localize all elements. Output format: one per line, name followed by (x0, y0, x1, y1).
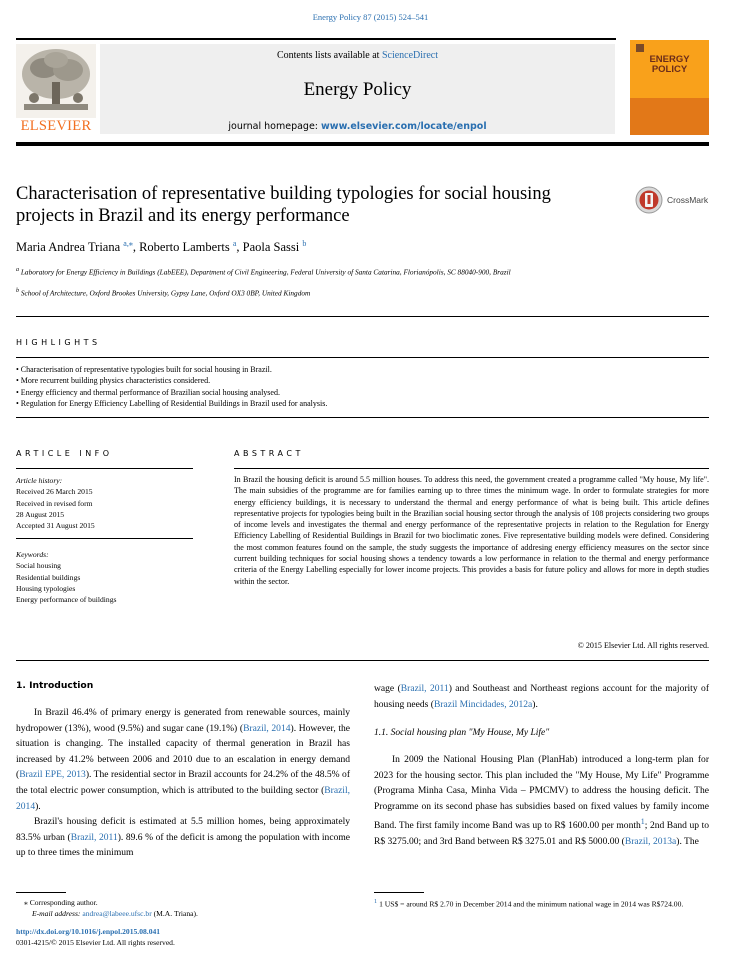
contents-prefix: Contents lists available at (276, 50, 382, 61)
citation-link[interactable]: Brazil EPE, 2013 (19, 769, 86, 781)
citation-link[interactable]: Brazil, 2011 (70, 831, 118, 843)
section-heading-introduction: 1. Introduction (16, 680, 94, 691)
abstract-text: In Brazil the housing deficit is around 5.5 million houses. To address this need, the government created a programme called "My house, My life". The main subsidies of the programme are for families earning up to three times the minimum wage. In order to formulate strategies for more energy efficiency buildings, it is necessary to understand the thermal and energy performance of what is being built. This article defines representative projects for typologies being built in the Brazilian social housing sector through the analysis of 108 projects considering two groups of income levels and investigates the thermal and energy performance of the representative projects in relation to the Regulation for Energy Efficiency Labelling of Residential Buildings in Brazil for two bioclimatic zones. Five representative building models were defined. Considering the most common features found on the sample, the study suggests the importance of addresing energy efficiency measures on the sector since current building techniques for social housing shows a tendency towards a low performance in relation to the thermal and energy performance criteria of the Energy Labelling especially for lower income projects. This provides a basis for future policy and allows for more in depth studies within the sector. (234, 475, 709, 586)
author-name: Paola Sassi (242, 240, 303, 255)
affiliation-a-text: Laboratory for Energy Efficiency in Buildings (LabEEE), Department of Civil Engineering, Federal University of Santa Catarina, Florianópolis, SC 88040-900, Brazil (20, 267, 511, 277)
author-affiliation-sup[interactable]: a,⁎ (123, 239, 133, 248)
doi-block (16, 926, 175, 948)
elsevier-wordmark: ELSEVIER (20, 118, 92, 134)
affiliation-b-text: School of Architecture, Oxford Brookes University, Gypsy Lane, Oxford OX3 0BP, United Kingdom (20, 288, 311, 298)
homepage-prefix: journal homepage: (228, 121, 322, 132)
history-item: Received 26 March 2015 (16, 487, 93, 497)
highlight-item: • Characterisation of representative typologies built for social housing in Brazil. (16, 365, 272, 374)
journal-title: Energy Policy (303, 79, 412, 100)
left-column (16, 705, 350, 861)
footnote-number: 1 (374, 898, 378, 905)
highlights-list (16, 364, 706, 409)
history-item: Accepted 31 August 2015 (16, 521, 95, 531)
corresponding-author (24, 897, 354, 919)
highlight-item: • Regulation for Energy Efficiency Labelling of Residential Buildings in Brazil used for analysis. (16, 398, 328, 408)
journal-cover[interactable] (630, 40, 709, 135)
crossmark-icon (635, 186, 663, 214)
email-suffix: (M.A. Triana). (151, 909, 198, 918)
highlights-heading: HIGHLIGHTS (16, 338, 101, 347)
subsection-heading: 1.1. Social housing plan "My House, My Life" (374, 728, 550, 738)
footnote-rule-right (374, 892, 424, 893)
affiliation-b-sup: b (16, 288, 20, 294)
sciencedirect-link[interactable]: ScienceDirect (381, 50, 439, 61)
paragraph-continuation: wage (Brazil, 2011) and Southeast and Northeast regions account for the majority of housing needs (Brazil Mincidades, 2012a). (374, 683, 709, 710)
homepage-link[interactable]: www.elsevier.com/locate/enpol (321, 121, 487, 132)
author-affiliation-sup[interactable]: b (302, 239, 307, 248)
abstract-rule (234, 468, 709, 469)
keyword-item: Housing typologies (16, 583, 76, 593)
email-label: E-mail address: (32, 909, 83, 918)
history-item: Received in revised form (16, 498, 93, 508)
citation-link[interactable]: Brazil Mincidades, 2012a (433, 698, 533, 710)
contents-line (100, 50, 615, 61)
citation-link[interactable]: Brazil, 2011 (400, 683, 449, 694)
header-rule (16, 142, 709, 146)
journal-reference[interactable]: Energy Policy 87 (2015) 524–541 (312, 12, 429, 22)
cover-band (630, 98, 709, 135)
right-column-continuation (374, 681, 709, 712)
footnote-rule-left (16, 892, 66, 893)
author-affiliation-sup[interactable]: a (232, 239, 237, 248)
author-name: Roberto Lamberts (139, 240, 233, 255)
cover-emblem-icon (636, 44, 644, 52)
abstract-copyright: © 2015 Elsevier Ltd. All rights reserved. (577, 641, 709, 650)
paragraph-2: Brazil's housing deficit is estimated at 5.5 million homes, being approximately 83.5% urban (Brazil, 2011). 89.6 % of the deficit is among the population with income up to three times the minimum (16, 816, 350, 859)
keywords (16, 549, 206, 605)
top-rule (16, 38, 616, 40)
affiliation-a (16, 265, 706, 277)
article-title: Characterisation of representative building typologies for social housing projects in Brazil and its energy performance (16, 184, 551, 226)
paragraph-3: In 2009 the National Housing Plan (PlanHab) introduced a long-term plan for 2023 for the housing sector. This plan included the "My House, My Life" Programme (Programa Minha Casa, Minha Vida – PMCMV) to address the housing deficit. The Programme on its second phase has subsidies based on fixed values by family income Band. The first family income Band was up to R$ 1600.00 per month$^1$; 2nd Band up to R$ 3275.00; and 3rd Band between R$ 3275.01 and R$ 5000.00 (Brazil, 2013a). The (374, 754, 709, 848)
journal-header (100, 44, 615, 134)
affiliation-a-sup: a (16, 267, 20, 273)
issn-line: 0301-4215/© 2015 Elsevier Ltd. All rights reserved. (16, 938, 175, 947)
affiliation-b (16, 288, 706, 297)
right-column (374, 752, 709, 850)
homepage-line (100, 121, 615, 132)
elsevier-tree-icon (16, 44, 96, 118)
article-info-heading: ARTICLE INFO (16, 449, 113, 458)
highlights-end-rule (16, 417, 709, 418)
highlight-item: • Energy efficiency and thermal performance of Brazilian social housing analysed. (16, 387, 280, 397)
elsevier-logo[interactable] (16, 44, 96, 132)
keyword-item: Energy performance of buildings (16, 595, 117, 605)
affiliation-rule (16, 316, 709, 317)
keyword-item: Social housing (16, 561, 61, 571)
cover-title-line2: POLICY (651, 64, 688, 75)
author-list: Maria Andrea Triana $^{a,⁎}$, Roberto Lamberts $^a$, Paola Sassi $^b$ (16, 239, 307, 255)
abstract-end-rule (16, 660, 709, 661)
citation-link[interactable]: Brazil, 2014 (16, 784, 350, 812)
article-info-rule (16, 468, 193, 469)
footnote-1 (374, 896, 709, 910)
citation-link[interactable]: Brazil, 2014 (243, 722, 291, 734)
citation-link[interactable]: Brazil, 2013a (624, 836, 677, 848)
email-link[interactable]: andrea@labeee.ufsc.br (82, 909, 152, 918)
corresponding-label: ⁎ Corresponding author. (24, 898, 98, 907)
crossmark-badge[interactable] (635, 186, 715, 216)
cover-title (630, 55, 709, 75)
crossmark-label: CrossMark (667, 195, 709, 205)
keywords-label: Keywords: (16, 550, 49, 559)
author-name: Maria Andrea Triana (16, 240, 124, 255)
abstract-heading: ABSTRACT (234, 449, 304, 458)
footnote-ref[interactable]: 1 (640, 817, 645, 827)
history-label: Article history: (16, 476, 63, 485)
footnote-text: 1 US$ = around R$ 2.70 in December 2014 and the minimum national wage in 2014 was R$724.00. (377, 899, 684, 909)
paragraph-1: In Brazil 46.4% of primary energy is generated from renewable sources, mainly hydropower (13%), wood (9.5%) and sugar cane (19.1%) (Brazil, 2014). However, the situation is changing. The installed capacity of thermal generation in Brazil has increased by 41.2% between 2006 and 2010 due to an escalation in energy demand (Brazil EPE, 2013). The residential sector in Brazil accounts for 24.2% of the 48.5% of the total electric power consumption, which is attributed to the building sector (Brazil, 2014). (16, 707, 351, 812)
keyword-item: Residential buildings (16, 572, 81, 582)
highlight-item: • More recurrent building physics characteristics considered. (16, 376, 211, 386)
cover-title-line1: ENERGY (649, 54, 690, 65)
article-history (16, 475, 206, 531)
doi-link[interactable]: http://dx.doi.org/10.1016/j.enpol.2015.08.041 (16, 927, 161, 936)
history-item: 28 August 2015 (16, 509, 65, 519)
article-info-divider (16, 538, 193, 539)
highlights-rule (16, 357, 709, 358)
